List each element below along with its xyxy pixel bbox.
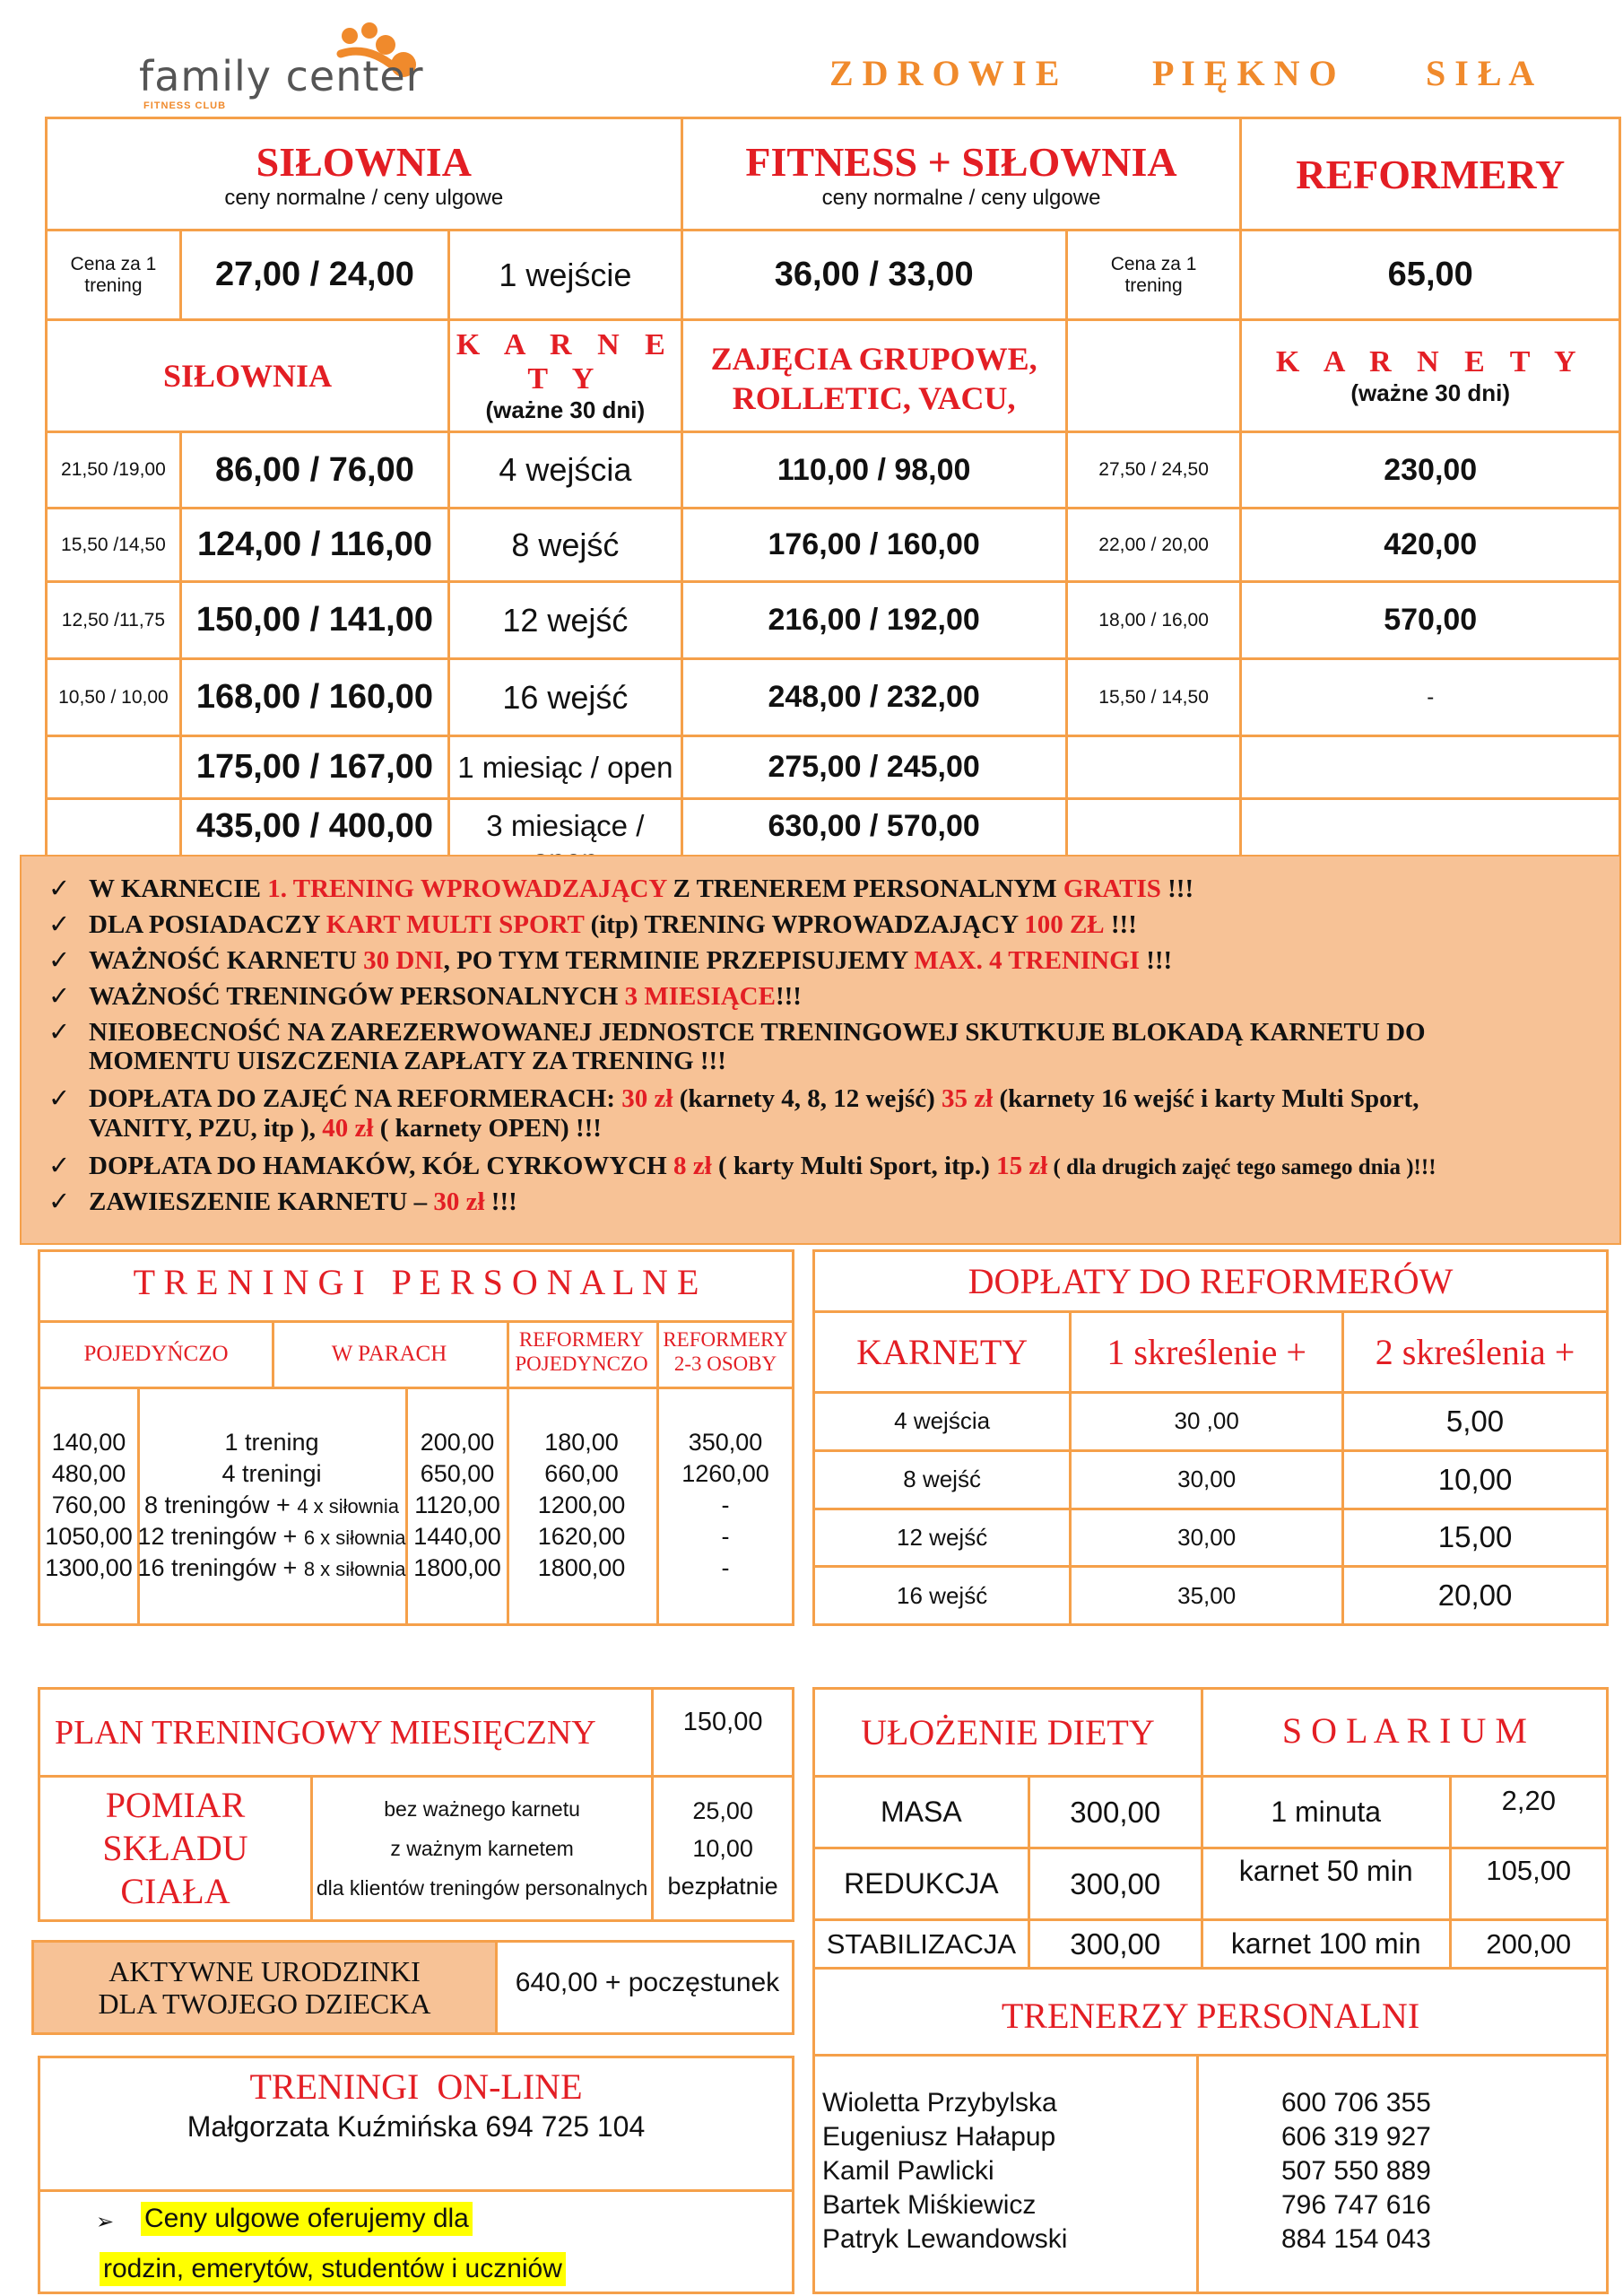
table-row: [814, 1450, 1608, 1509]
gym-price: 86,00 / 76,00: [180, 432, 448, 509]
check-icon: ✓: [48, 1016, 71, 1047]
karnety-heading: K A R N E T Y: [456, 327, 674, 396]
table-row: [814, 1509, 1608, 1567]
reformer-price: 230,00: [1241, 432, 1620, 509]
gym-section-label: SIŁOWNIA: [163, 358, 333, 394]
table-row: 140,00 1 trening 200,00 180,00 350,00: [51, 1429, 763, 1456]
fitness-price: 630,00 / 570,00: [681, 799, 1066, 879]
trainer-phone: 600 706 355: [1281, 2088, 1431, 2118]
per-entry-price-fitness: 18,00 / 16,00: [1066, 582, 1241, 659]
table-row: [814, 1567, 1608, 1625]
rules-info-box: [20, 855, 1621, 1245]
solarium-name: 1 minuta: [1202, 1777, 1450, 1848]
personal-training-title: T R E N I N G I P E R S O N A L N E: [133, 1262, 699, 1302]
reformer-extra-table: [812, 1249, 1609, 1626]
gym-price: 168,00 / 160,00: [180, 659, 448, 736]
col-ref-single: REFORMERY POJEDYNCZO: [515, 1328, 648, 1375]
slogan-beauty: P I Ę K N O: [1152, 53, 1337, 93]
table-row: 760,00 8 treningów + 4 x siłownia 1120,00 1200,00 -: [51, 1492, 730, 1518]
per-entry-price: 15,50 /14,50: [47, 509, 181, 582]
plan-table: [38, 1687, 794, 1922]
one-strike-cell: 30,00: [1071, 1450, 1343, 1509]
diet-price: 300,00: [1028, 1777, 1202, 1848]
fitness-price: 176,00 / 160,00: [681, 509, 1066, 582]
rule-reformer-fee-cont: VANITY, PZU, itp ), 40 zł ( karnety OPEN) !!!: [89, 1114, 602, 1143]
solarium-title: S O L A R I U M: [1202, 1689, 1607, 1777]
rule-suspension: ✓ ZAWIESZENIE KARNETU – 30 zł !!!: [48, 1186, 517, 1216]
gym-header: [47, 118, 682, 230]
fitness-price: 248,00 / 232,00: [681, 659, 1066, 736]
col-ref-group: REFORMERY 2-3 OSOBY: [663, 1328, 788, 1375]
table-row: [47, 582, 1620, 659]
solarium-price: 200,00: [1450, 1920, 1607, 1969]
bullet-arrow-icon: ➢: [96, 2210, 115, 2234]
plan-price: 150,00: [653, 1689, 794, 1777]
entries-label: 4 wejścia: [449, 432, 682, 509]
trainer-phone: 507 550 889: [1281, 2156, 1431, 2186]
reformer-price: 420,00: [1241, 509, 1620, 582]
group-classes-line2: ROLLETIC, VACU,: [732, 380, 1016, 416]
single-label-right: Cena za 1 trening: [1066, 230, 1241, 320]
per-entry-price-fitness: 22,00 / 20,00: [1066, 509, 1241, 582]
col-pairs: W PARACH: [331, 1342, 447, 1366]
main-price-table: [45, 117, 1621, 880]
rule-personal-validity: ✓ WAŻNOŚĆ TRENINGÓW PERSONALNYCH 3 MIESIĄCE!!!: [48, 980, 802, 1011]
col-two-strikes: 2 skreślenia +: [1343, 1312, 1608, 1393]
solarium-name: karnet 100 min: [1202, 1920, 1450, 1969]
rule-absence-cont: MOMENTU UISZCZENIA ZAPŁATY ZA TRENING !!!: [89, 1047, 726, 1075]
table-row: 480,00 4 treningi 650,00 660,00 1260,00: [51, 1460, 769, 1487]
trainer-phone: 606 319 927: [1281, 2122, 1431, 2152]
reformer-single-price: 65,00: [1241, 230, 1620, 320]
reformer-price: 570,00: [1241, 582, 1620, 659]
check-icon: ✓: [48, 944, 71, 975]
gym-price: 435,00 / 400,00: [180, 799, 448, 879]
per-entry-price-fitness: [1066, 736, 1241, 799]
entries-label: 12 wejść: [449, 582, 682, 659]
reformer-title: REFORMERY: [1296, 151, 1566, 197]
diet-price: 300,00: [1028, 1920, 1202, 1969]
solarium-price: 2,20: [1450, 1777, 1607, 1848]
check-icon: ✓: [48, 1083, 71, 1113]
trainers-title: TRENERZY PERSONALNI: [1001, 1996, 1420, 2036]
gym-price: 150,00 / 141,00: [180, 582, 448, 659]
diet-solarium-table: [812, 1687, 1609, 1970]
gym-single-price: 27,00 / 24,00: [180, 230, 448, 320]
karnety-validity: (ważne 30 dni): [485, 396, 646, 423]
rule-multisport: ✓ DLA POSIADACZY KART MULTI SPORT (itp) TRENING WPROWADZAJĄCY 100 ZŁ !!!: [48, 909, 1137, 939]
fitness-single-price: 36,00 / 33,00: [681, 230, 1066, 320]
per-entry-price-fitness: 27,50 / 24,50: [1066, 432, 1241, 509]
fitness-price: 275,00 / 245,00: [681, 736, 1066, 799]
karnet-cell: 12 wejść: [814, 1509, 1071, 1567]
two-strikes-cell: 10,00: [1343, 1450, 1608, 1509]
table-row: [814, 1393, 1608, 1451]
gym-title: SIŁOWNIA: [256, 138, 472, 185]
personal-training-table: [38, 1249, 794, 1626]
table-row: [47, 509, 1620, 582]
two-strikes-cell: 20,00: [1343, 1567, 1608, 1625]
karnety-heading-right: K A R N E T Y: [1275, 344, 1585, 378]
col-one-strike: 1 skreślenie +: [1071, 1312, 1343, 1393]
trainer-phone: 884 154 043: [1281, 2224, 1431, 2254]
logo-tagline: FITNESS CLUB: [143, 100, 227, 111]
solarium-price: 105,00: [1450, 1848, 1607, 1920]
check-icon: ✓: [48, 980, 71, 1011]
online-title: TRENINGI ON-LINE: [249, 2066, 583, 2107]
entries-label: 8 wejść: [449, 509, 682, 582]
karnet-cell: 16 wejść: [814, 1567, 1071, 1625]
group-classes-line1: ZAJĘCIA GRUPOWE,: [710, 341, 1037, 377]
table-row: [814, 1920, 1608, 1969]
rule-validity: ✓ WAŻNOŚĆ KARNETU 30 DNI, PO TYM TERMINIE PRZEPISUJEMY MAX. 4 TRENINGI !!!: [48, 944, 1173, 975]
trainers-box: [812, 1970, 1609, 2294]
check-icon: ✓: [48, 1150, 71, 1180]
diet-title: UŁOŻENIE DIETY: [814, 1689, 1202, 1777]
col-single: POJEDYŃCZO: [83, 1342, 229, 1366]
check-icon: ✓: [48, 873, 71, 903]
table-row: [814, 1848, 1608, 1920]
rule-hammock-fee: ✓ DOPŁATA DO HAMAKÓW, KÓŁ CYRKOWYCH 8 zł ( karty Multi Sport, itp.) 15 zł ( dla drugich zajęć tego samego dnia )!!!: [48, 1150, 1436, 1180]
two-strikes-cell: 5,00: [1343, 1393, 1608, 1451]
reformer-price: [1241, 736, 1620, 799]
birthday-box: [31, 1940, 794, 2035]
slogan-health: Z D R O W I E: [829, 53, 1060, 93]
table-row: 1050,00 12 treningów + 6 x siłownia 1440,00 1620,00 -: [45, 1523, 730, 1550]
reformer-extra-title: DOPŁATY DO REFORMERÓW: [814, 1251, 1608, 1312]
slogan: [829, 52, 1610, 106]
karnety-right: [1241, 320, 1620, 432]
per-entry-price: 10,50 / 10,00: [47, 659, 181, 736]
discount-note-line1: Ceny ulgowe oferujemy dla: [141, 2202, 473, 2236]
trainer-name: Bartek Miśkiewicz: [822, 2190, 1037, 2220]
trainer-name: Kamil Pawlicki: [822, 2156, 994, 2186]
online-training-box: [38, 2056, 794, 2294]
diet-name: STABILIZACJA: [814, 1920, 1029, 1969]
check-icon: ✓: [48, 1186, 71, 1216]
rule-absence: ✓ NIEOBECNOŚĆ NA ZAREZERWOWANEJ JEDNOSTCE TRENINGOWEJ SKUTKUJE BLOKADĄ KARNETU DO: [48, 1016, 1426, 1047]
solarium-name: karnet 50 min: [1202, 1848, 1450, 1920]
body-measure-options: bez ważnego karnetu z ważnym karnetem dla klientów treningów personalnych: [311, 1777, 652, 1921]
fitness-price: 110,00 / 98,00: [681, 432, 1066, 509]
reformer-header: [1241, 118, 1620, 230]
trainer-name: Eugeniusz Hałapup: [822, 2122, 1056, 2152]
logo: [135, 18, 430, 117]
karnety-validity-right: (ważne 30 dni): [1350, 378, 1511, 406]
one-strike-cell: 35,00: [1071, 1567, 1343, 1625]
col-karnety: KARNETY: [814, 1312, 1071, 1393]
entries-label: 16 wejść: [449, 659, 682, 736]
table-row: [47, 659, 1620, 736]
empty-cell: [1066, 320, 1241, 432]
karnety-left: [449, 320, 682, 432]
birthday-price: 640,00 + poczęstunek: [515, 1968, 780, 1997]
trainer-list: [822, 2086, 1067, 2257]
body-measure-prices: 25,00 10,00 bezpłatnie: [653, 1777, 794, 1921]
diet-price: 300,00: [1028, 1848, 1202, 1920]
trainer-name: Patryk Lewandowski: [822, 2224, 1068, 2254]
birthday-label: AKTYWNE URODZINKI DLA TWOJEGO DZIECKA: [34, 1943, 498, 2032]
rule-reformer-fee: ✓ DOPŁATA DO ZAJĘĆ NA REFORMERACH: 30 zł (karnety 4, 8, 12 wejść) 35 zł (karnety 16 wejść i karty Multi Sport,: [48, 1083, 1419, 1113]
entries-label: 1 miesiąc / open: [449, 736, 682, 799]
diet-name: MASA: [814, 1777, 1029, 1848]
slogan-strength: S I Ł A: [1426, 53, 1535, 93]
diet-name: REDUKCJA: [814, 1848, 1029, 1920]
reformer-price: -: [1241, 659, 1620, 736]
table-row: [47, 736, 1620, 799]
group-classes-title: [681, 320, 1066, 432]
one-strike-cell: 30 ,00: [1071, 1393, 1343, 1451]
karnet-cell: 8 wejść: [814, 1450, 1071, 1509]
fitness-price: 216,00 / 192,00: [681, 582, 1066, 659]
one-strike-cell: 30,00: [1071, 1509, 1343, 1567]
per-entry-price-fitness: 15,50 / 14,50: [1066, 659, 1241, 736]
per-entry-price: [47, 736, 181, 799]
single-entry-label: 1 wejście: [449, 230, 682, 320]
entries-label: 3 miesiące /: [449, 799, 682, 879]
gym-price: 124,00 / 116,00: [180, 509, 448, 582]
gym-subtitle: ceny normalne / ceny ulgowe: [224, 185, 504, 210]
discount-note-line2: rodzin, emerytów, studentów i uczniów: [100, 2252, 566, 2286]
fitness-subtitle: ceny normalne / ceny ulgowe: [821, 185, 1101, 210]
rule-intro-training: ✓ W KARNECIE 1. TRENING WPROWADZAJĄCY Z TRENEREM PERSONALNYM GRATIS !!!: [48, 873, 1194, 903]
table-row: [814, 1777, 1608, 1848]
single-label-left: Cena za 1 trening: [47, 230, 181, 320]
two-strikes-cell: 15,00: [1343, 1509, 1608, 1567]
per-entry-price: 21,50 /19,00: [47, 432, 181, 509]
per-entry-price: 12,50 /11,75: [47, 582, 181, 659]
check-icon: ✓: [48, 909, 71, 939]
table-row: 1300,00 16 treningów + 8 x siłownia 1800,00 1800,00 -: [45, 1554, 730, 1581]
logo-brand: family center: [139, 52, 424, 100]
trainer-phones: [1281, 2086, 1431, 2257]
karnet-cell: 4 wejścia: [814, 1393, 1071, 1451]
trainer-phone: 796 747 616: [1281, 2190, 1431, 2220]
trainer-name: Wioletta Przybylska: [822, 2088, 1057, 2118]
table-row: [47, 432, 1620, 509]
gym-section-title: [47, 320, 449, 432]
fitness-title: FITNESS + SIŁOWNIA: [745, 138, 1177, 185]
online-contact: Małgorzata Kuźmińska 694 725 104: [187, 2110, 646, 2143]
body-measure-title: POMIAR SKŁADU CIAŁA: [39, 1777, 312, 1921]
plan-title: PLAN TRENINGOWY MIESIĘCZNY: [39, 1689, 653, 1777]
fitness-header: [681, 118, 1241, 230]
gym-price: 175,00 / 167,00: [180, 736, 448, 799]
